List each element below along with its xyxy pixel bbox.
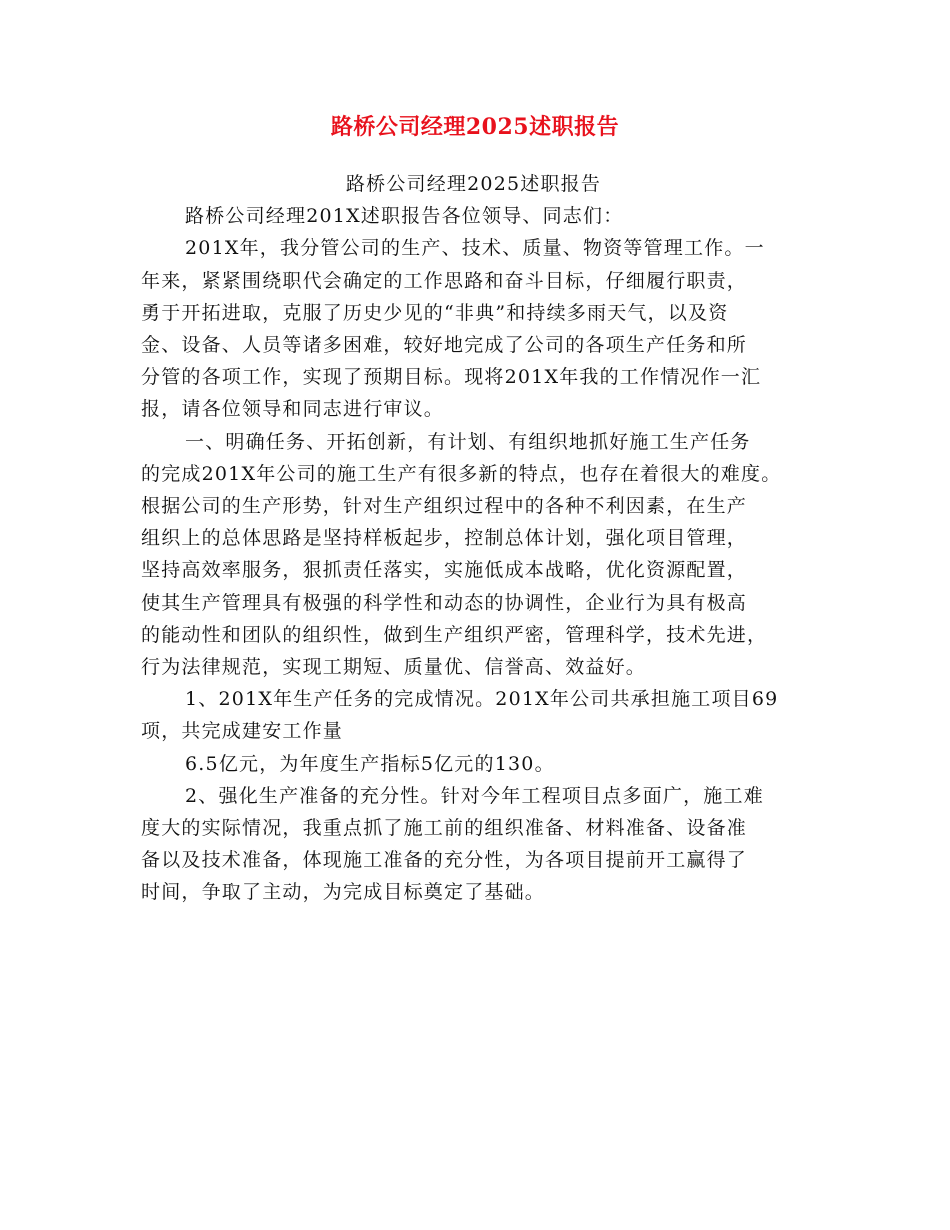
paragraph-line: 一、明确任务、开拓创新，有计划、有组织地抓好施工生产任务 (185, 430, 751, 453)
paragraph-intro (141, 232, 806, 425)
paragraph-line: 年来，紧紧围绕职代会确定的工作思路和奋斗目标，仔细履行职责， (141, 269, 748, 292)
paragraph-line: 报，请各位领导和同志进行审议。 (141, 398, 445, 421)
paragraph-line: 1、201X年生产任务的完成情况。201X年公司共承担施工项目69 (185, 688, 779, 711)
paragraph-section-one (141, 426, 806, 684)
paragraph-greeting (141, 200, 806, 232)
paragraph-line: 行为法律规范，实现工期短、质量优、信誉高、效益好。 (141, 656, 647, 679)
paragraph-line: 项，共完成建安工作量 (141, 720, 344, 743)
paragraph-line: 勇于开拓进取，克服了历史少见的“非典”和持续多雨天气，以及资 (141, 301, 729, 324)
paragraph-line: 的完成201X年公司的施工生产有很多新的特点，也存在着很大的难度。 (141, 462, 782, 485)
paragraph-line: 2、强化生产准备的充分性。针对今年工程项目点多面广，施工难 (185, 784, 764, 807)
paragraph-line: 201X年，我分管公司的生产、技术、质量、物资等管理工作。一 (185, 237, 765, 260)
paragraph-line: 度大的实际情况，我重点抓了施工前的组织准备、材料准备、设备准 (141, 817, 748, 840)
document-subtitle: 路桥公司经理2025述职报告 (345, 173, 602, 195)
paragraph-line: 坚持高效率服务，狠抓责任落实，实施低成本战略，优化资源配置， (141, 559, 748, 582)
paragraph-line: 分管的各项工作，实现了预期目标。现将201X年我的工作情况作一汇 (141, 366, 762, 389)
paragraph-item-two (141, 780, 806, 909)
paragraph-line: 根据公司的生产形势，针对生产组织过程中的各种不利因素，在生产 (141, 495, 748, 518)
paragraph-line: 路桥公司经理201X述职报告各位领导、同志们： (185, 205, 624, 228)
paragraph-line: 备以及技术准备，体现施工准备的充分性，为各项目提前开工赢得了 (141, 849, 748, 872)
paragraph-item-one (141, 683, 806, 747)
paragraph-item-one-value (141, 748, 806, 780)
paragraph-line: 使其生产管理具有极强的科学性和动态的协调性，企业行为具有极高 (141, 591, 748, 614)
paragraph-line: 的能动性和团队的组织性，做到生产组织严密，管理科学，技术先进， (141, 623, 768, 646)
paragraph-line: 时间，争取了主动，为完成目标奠定了基础。 (141, 881, 546, 904)
paragraph-line: 金、设备、人员等诸多困难，较好地完成了公司的各项生产任务和所 (141, 334, 748, 357)
document-body (141, 168, 806, 909)
document-title: 路桥公司经理2025述职报告 (330, 114, 620, 140)
paragraph-line: 6.5亿元，为年度生产指标5亿元的130。 (185, 752, 555, 775)
paragraph-line: 组织上的总体思路是坚持样板起步，控制总体计划，强化项目管理， (141, 527, 748, 550)
